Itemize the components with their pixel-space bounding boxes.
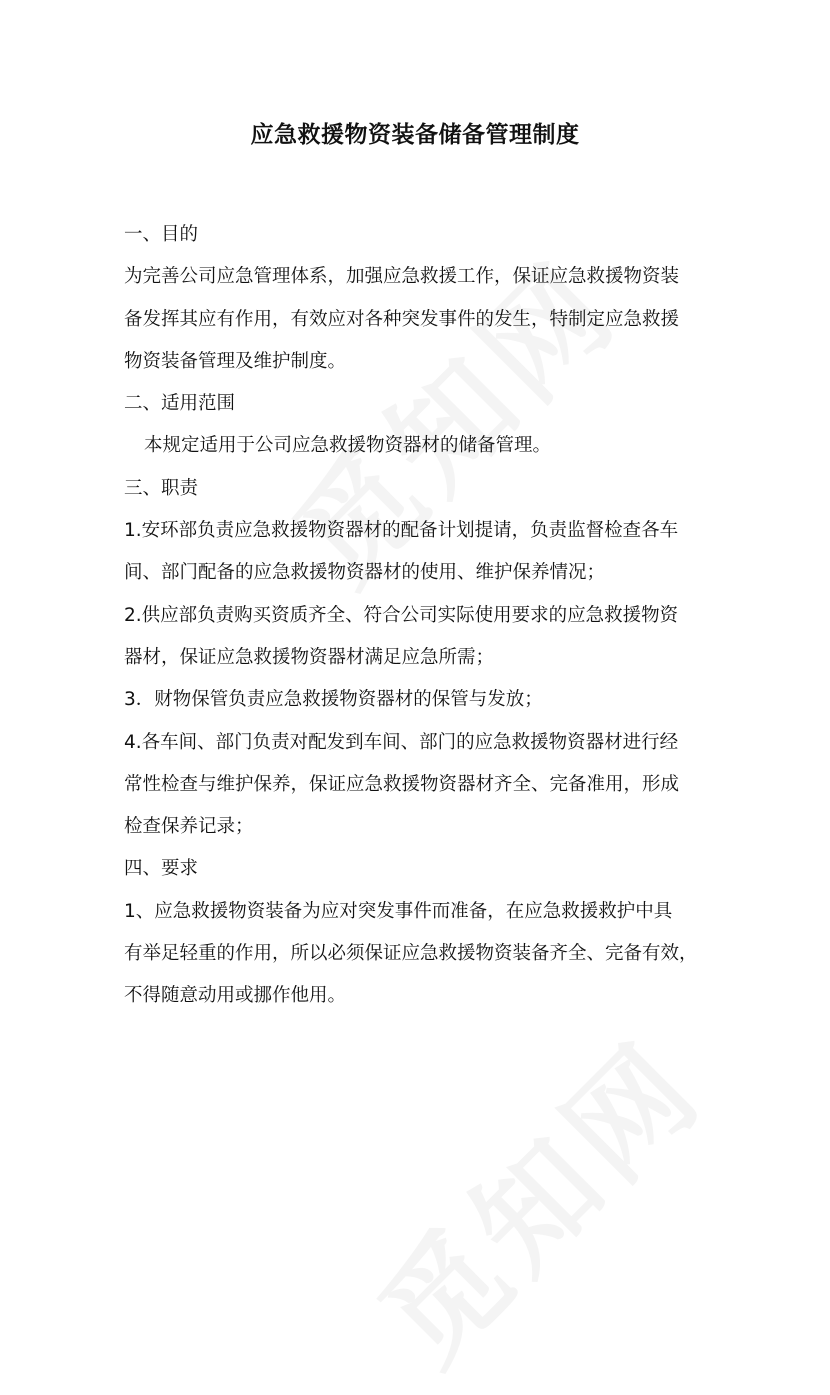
paragraph-line: 4.各车间、部门负责对配发到车间、部门的应急救援物资器材进行经 [124, 731, 679, 753]
paragraph-line: 备发挥其应有作用，有效应对各种突发事件的发生，特制定应急救援 [124, 308, 680, 330]
paragraph-line: 3．财物保管负责应急救援物资器材的保管与发放； [124, 689, 543, 711]
section-heading-scope: 二、适用范围 [124, 393, 236, 415]
document-body [124, 214, 714, 1018]
paragraph-line: 2.供应部负责购买资质齐全、符合公司实际使用要求的应急救援物资 [124, 604, 679, 626]
section-heading-requirements: 四、要求 [124, 858, 199, 880]
paragraph-line: 间、部门配备的应急救援物资器材的使用、维护保养情况； [124, 562, 606, 584]
paragraph-line: 本规定适用于公司应急救援物资器材的储备管理。 [144, 435, 552, 457]
paragraph-line: 1.安环部负责应急救援物资器材的配备计划提请，负责监督检查各车 [124, 520, 679, 542]
paragraph-line: 有举足轻重的作用，所以必须保证应急救援物资装备齐全、完备有效， [124, 943, 698, 965]
paragraph-line: 器材，保证应急救援物资器材满足应急所需； [124, 646, 495, 668]
section-heading-responsibilities: 三、职责 [124, 477, 199, 499]
document-title: 应急救援物资装备储备管理制度 [250, 122, 580, 148]
section-heading-purpose: 一、目的 [124, 224, 199, 245]
paragraph-line: 1、应急救援物资装备为应对突发事件而准备，在应急救援救护中具 [124, 900, 673, 922]
paragraph-line: 检查保养记录； [124, 816, 254, 838]
paragraph-line: 物资装备管理及维护制度。 [124, 350, 347, 372]
paragraph-line: 常性检查与维护保养，保证应急救援物资器材齐全、完备准用，形成 [124, 773, 680, 795]
paragraph-line: 为完善公司应急管理体系，加强应急救援工作，保证应急救援物资装 [124, 266, 680, 288]
watermark [336, 997, 733, 1394]
paragraph-line: 不得随意动用或挪作他用。 [124, 985, 347, 1007]
